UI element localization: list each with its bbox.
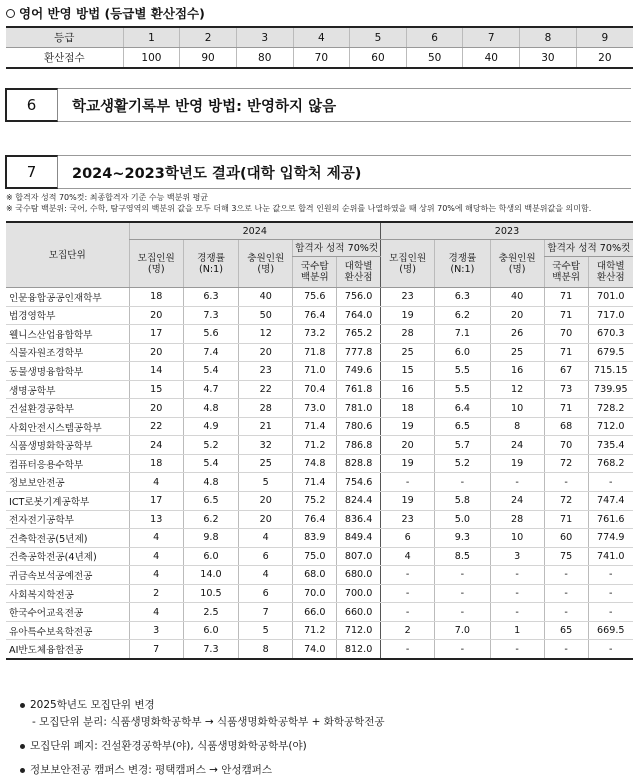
table-row [6, 288, 633, 307]
table-row [6, 492, 633, 511]
value-cell: 5 [239, 473, 293, 492]
value-cell: 4 [129, 529, 183, 548]
unit-name-cell: 한국수어교육전공 [6, 603, 129, 622]
value-cell: 12 [490, 380, 544, 399]
table-row [6, 436, 633, 455]
value-cell: 8 [490, 417, 544, 436]
value-cell: 75.2 [293, 492, 337, 511]
value-cell: 73 [544, 380, 588, 399]
unit-name-cell: 식물자원조경학부 [6, 343, 129, 362]
score-cell: 80 [236, 48, 293, 69]
footnote-1-sub: - 모집단위 분리: 식품생명화학공학부 → 식품생명화학공학부 + 화학공학전공 [32, 716, 385, 728]
unit-name-cell: 생명공학부 [6, 380, 129, 399]
value-cell: 70 [544, 436, 588, 455]
header-conv-2023: 대학별 환산점 [588, 257, 633, 288]
value-cell: 13 [129, 510, 183, 529]
value-cell: - [544, 603, 588, 622]
header-unit: 모집단위 [6, 222, 129, 288]
value-cell: 71.4 [293, 473, 337, 492]
value-cell: 670.3 [588, 325, 633, 344]
header-cut-2023: 합격자 성적 70%컷 [544, 240, 633, 257]
value-cell: 712.0 [337, 621, 381, 640]
value-cell: 72 [544, 454, 588, 473]
table-row [6, 343, 633, 362]
value-cell: - [381, 640, 435, 659]
value-cell: 8 [239, 640, 293, 659]
value-cell: 6 [381, 529, 435, 548]
bullet-icon [20, 744, 25, 749]
value-cell: 717.0 [588, 306, 633, 325]
value-cell: 761.8 [337, 380, 381, 399]
value-cell: 23 [381, 510, 435, 529]
value-cell: - [381, 473, 435, 492]
value-cell: 10.5 [183, 584, 238, 603]
unit-name-cell: 인문융합공공인재학부 [6, 288, 129, 307]
value-cell: 14.0 [183, 566, 238, 585]
value-cell: - [544, 566, 588, 585]
value-cell: 6.3 [183, 288, 238, 307]
grade-cell: 6 [406, 27, 463, 48]
table-row [6, 417, 633, 436]
value-cell: 5.8 [435, 492, 490, 511]
grade-cell: 4 [293, 27, 350, 48]
table-row [6, 584, 633, 603]
value-cell: - [381, 584, 435, 603]
value-cell: 5.0 [435, 510, 490, 529]
value-cell: 20 [490, 306, 544, 325]
value-cell: 18 [129, 454, 183, 473]
score-cell: 60 [350, 48, 407, 69]
value-cell: 781.0 [337, 399, 381, 418]
value-cell: 50 [239, 306, 293, 325]
value-cell: 5.5 [435, 380, 490, 399]
header-ratio-2023: 경쟁률 (N:1) [435, 240, 490, 288]
section-7-number: 7 [6, 155, 58, 189]
value-cell: - [490, 473, 544, 492]
unit-name-cell: AI반도체융합전공 [6, 640, 129, 659]
unit-name-cell: 건축학전공(5년제) [6, 529, 129, 548]
value-cell: 7 [239, 603, 293, 622]
value-cell: 15 [381, 362, 435, 381]
value-cell: 715.15 [588, 362, 633, 381]
section-6-number: 6 [6, 88, 58, 122]
value-cell: 747.4 [588, 492, 633, 511]
unit-name-cell: 사회복지학전공 [6, 584, 129, 603]
value-cell: 71.4 [293, 417, 337, 436]
header-year-2023: 2023 [381, 222, 634, 240]
value-cell: 7.4 [183, 343, 238, 362]
value-cell: 4 [129, 547, 183, 566]
table-row [6, 566, 633, 585]
value-cell: 26 [490, 325, 544, 344]
value-cell: - [435, 640, 490, 659]
unit-name-cell: 법경영학부 [6, 306, 129, 325]
value-cell: 15 [129, 380, 183, 399]
value-cell: 19 [381, 417, 435, 436]
value-cell: 19 [381, 306, 435, 325]
value-cell: 71.0 [293, 362, 337, 381]
score-cell: 20 [576, 48, 633, 69]
unit-name-cell: 건설환경공학부 [6, 399, 129, 418]
unit-name-cell: 유아특수보육학전공 [6, 621, 129, 640]
value-cell: 14 [129, 362, 183, 381]
value-cell: 8.5 [435, 547, 490, 566]
unit-name-cell: 동물생명융합학부 [6, 362, 129, 381]
value-cell: 3 [129, 621, 183, 640]
value-cell: 6.2 [435, 306, 490, 325]
value-cell: 5 [239, 621, 293, 640]
section-title [6, 4, 205, 22]
value-cell: 4.7 [183, 380, 238, 399]
value-cell: - [588, 603, 633, 622]
value-cell: 24 [490, 436, 544, 455]
unit-name-cell: 건축공학전공(4년제) [6, 547, 129, 566]
value-cell: 40 [239, 288, 293, 307]
header-ratio-2024: 경쟁률 (N:1) [183, 240, 238, 288]
value-cell: 16 [490, 362, 544, 381]
value-cell: 40 [490, 288, 544, 307]
value-cell: 74.8 [293, 454, 337, 473]
unit-name-cell: 웰니스산업융합학부 [6, 325, 129, 344]
value-cell: 71 [544, 288, 588, 307]
unit-name-cell: 사회안전시스템공학부 [6, 417, 129, 436]
grade-row-label: 환산점수 [6, 48, 123, 69]
unit-name-cell: 식품생명화학공학부 [6, 436, 129, 455]
section-6-text: 학교생활기록부 반영 방법: 반영하지 않음 [58, 88, 631, 122]
value-cell: 6.0 [183, 621, 238, 640]
table-row [6, 380, 633, 399]
value-cell: 68 [544, 417, 588, 436]
value-cell: 67 [544, 362, 588, 381]
circle-icon [6, 9, 15, 18]
notes [6, 192, 591, 214]
value-cell: 836.4 [337, 510, 381, 529]
value-cell: 849.4 [337, 529, 381, 548]
value-cell: 4 [129, 473, 183, 492]
value-cell: 17 [129, 492, 183, 511]
value-cell: 6 [239, 584, 293, 603]
value-cell: 20 [129, 399, 183, 418]
value-cell: - [490, 566, 544, 585]
value-cell: - [544, 640, 588, 659]
value-cell: 18 [129, 288, 183, 307]
score-cell: 70 [293, 48, 350, 69]
value-cell: 669.5 [588, 621, 633, 640]
value-cell: 786.8 [337, 436, 381, 455]
value-cell: 6.3 [435, 288, 490, 307]
value-cell: 2 [381, 621, 435, 640]
value-cell: 761.6 [588, 510, 633, 529]
value-cell: 7.0 [435, 621, 490, 640]
footnote-3: 정보보안전공 캠퍼스 변경: 평택캠퍼스 → 안성캠퍼스 [20, 762, 272, 777]
value-cell: 71.2 [293, 436, 337, 455]
value-cell: - [544, 584, 588, 603]
value-cell: 65 [544, 621, 588, 640]
value-cell: - [490, 603, 544, 622]
header-recruit-2023: 모집인원 (명) [381, 240, 435, 288]
value-cell: 21 [239, 417, 293, 436]
value-cell: 660.0 [337, 603, 381, 622]
value-cell: 4.9 [183, 417, 238, 436]
value-cell: 712.0 [588, 417, 633, 436]
value-cell: 20 [239, 343, 293, 362]
value-cell: - [381, 566, 435, 585]
bullet-icon [20, 768, 25, 773]
value-cell: 25 [490, 343, 544, 362]
header-recruit-2024: 모집인원 (명) [129, 240, 183, 288]
value-cell: 9.8 [183, 529, 238, 548]
value-cell: 6.5 [435, 417, 490, 436]
grade-cell: 3 [236, 27, 293, 48]
value-cell: 60 [544, 529, 588, 548]
value-cell: - [435, 473, 490, 492]
value-cell: 20 [239, 510, 293, 529]
value-cell: 739.95 [588, 380, 633, 399]
unit-name-cell: 귀금속보석공예전공 [6, 566, 129, 585]
value-cell: 4.8 [183, 399, 238, 418]
table-row [6, 399, 633, 418]
value-cell: 728.2 [588, 399, 633, 418]
value-cell: 6.0 [183, 547, 238, 566]
value-cell: - [435, 603, 490, 622]
table-row [6, 306, 633, 325]
value-cell: 70.4 [293, 380, 337, 399]
score-cell: 50 [406, 48, 463, 69]
value-cell: 5.2 [183, 436, 238, 455]
value-cell: 76.4 [293, 510, 337, 529]
value-cell: 19 [381, 492, 435, 511]
table-row [6, 529, 633, 548]
value-cell: 74.0 [293, 640, 337, 659]
section-6-banner [6, 88, 631, 122]
value-cell: 20 [129, 306, 183, 325]
value-cell: 10 [490, 529, 544, 548]
value-cell: 19 [490, 454, 544, 473]
value-cell: 19 [381, 454, 435, 473]
value-cell: 5.7 [435, 436, 490, 455]
value-cell: 25 [381, 343, 435, 362]
value-cell: 16 [381, 380, 435, 399]
value-cell: 10 [490, 399, 544, 418]
value-cell: - [435, 584, 490, 603]
value-cell: 768.2 [588, 454, 633, 473]
value-cell: 75.6 [293, 288, 337, 307]
results-table [6, 221, 633, 660]
value-cell: - [381, 603, 435, 622]
value-cell: - [588, 640, 633, 659]
value-cell: 4 [129, 603, 183, 622]
value-cell: 764.0 [337, 306, 381, 325]
value-cell: 824.4 [337, 492, 381, 511]
value-cell: 749.6 [337, 362, 381, 381]
value-cell: 7.1 [435, 325, 490, 344]
value-cell: 71 [544, 306, 588, 325]
table-row [6, 362, 633, 381]
value-cell: 2 [129, 584, 183, 603]
value-cell: 23 [381, 288, 435, 307]
section-7-text: 2024~2023학년도 결과(대학 입학처 제공) [58, 155, 631, 189]
note-2: ※ 국수탐 백분위: 국어, 수학, 탐구영역의 백분위 값을 모두 더해 3으로 나눈 값으로 합격 인원의 순위를 나열하였을 때 상위 70%에 해당하는 학생의 백분위값을 의미함. [6, 204, 592, 213]
value-cell: 73.0 [293, 399, 337, 418]
unit-name-cell: ICT로봇기계공학부 [6, 492, 129, 511]
value-cell: 28 [490, 510, 544, 529]
value-cell: - [588, 584, 633, 603]
grade-cell: 5 [350, 27, 407, 48]
value-cell: 6.4 [435, 399, 490, 418]
value-cell: 6.2 [183, 510, 238, 529]
value-cell: 28 [381, 325, 435, 344]
value-cell: 679.5 [588, 343, 633, 362]
value-cell: 75.0 [293, 547, 337, 566]
value-cell: 701.0 [588, 288, 633, 307]
value-cell: 12 [239, 325, 293, 344]
value-cell: - [435, 566, 490, 585]
value-cell: 4 [239, 566, 293, 585]
header-pct-2023: 국수탐 백분위 [544, 257, 588, 288]
header-filled-2024: 충원인원 (명) [239, 240, 293, 288]
value-cell: - [490, 640, 544, 659]
footnote-2: 모집단위 폐지: 건설환경공학부(야), 식품생명화학공학부(야) [20, 738, 307, 753]
header-conv-2024: 대학별 환산점 [337, 257, 381, 288]
grade-cell: 2 [180, 27, 237, 48]
value-cell: 32 [239, 436, 293, 455]
value-cell: 765.2 [337, 325, 381, 344]
value-cell: 1 [490, 621, 544, 640]
grade-score-table [6, 26, 633, 69]
score-cell: 40 [463, 48, 520, 69]
value-cell: 812.0 [337, 640, 381, 659]
value-cell: 9.3 [435, 529, 490, 548]
value-cell: 2.5 [183, 603, 238, 622]
value-cell: 24 [490, 492, 544, 511]
value-cell: 71.8 [293, 343, 337, 362]
value-cell: 756.0 [337, 288, 381, 307]
header-pct-2024: 국수탐 백분위 [293, 257, 337, 288]
value-cell: 4 [239, 529, 293, 548]
value-cell: 735.4 [588, 436, 633, 455]
value-cell: 71 [544, 399, 588, 418]
value-cell: 777.8 [337, 343, 381, 362]
unit-name-cell: 컴퓨터응용수학부 [6, 454, 129, 473]
value-cell: - [544, 473, 588, 492]
value-cell: 4 [381, 547, 435, 566]
value-cell: 700.0 [337, 584, 381, 603]
value-cell: 5.6 [183, 325, 238, 344]
value-cell: 17 [129, 325, 183, 344]
value-cell: - [588, 473, 633, 492]
value-cell: 73.2 [293, 325, 337, 344]
value-cell: 828.8 [337, 454, 381, 473]
grade-cell: 8 [520, 27, 577, 48]
value-cell: 5.4 [183, 362, 238, 381]
value-cell: 6.5 [183, 492, 238, 511]
value-cell: 75 [544, 547, 588, 566]
table-row [6, 454, 633, 473]
score-cell: 30 [520, 48, 577, 69]
value-cell: 83.9 [293, 529, 337, 548]
header-year-2024: 2024 [129, 222, 380, 240]
value-cell: 22 [239, 380, 293, 399]
table-row [6, 640, 633, 659]
grade-header-label: 등급 [6, 27, 123, 48]
grade-cell: 9 [576, 27, 633, 48]
value-cell: 7.3 [183, 306, 238, 325]
value-cell: 6.0 [435, 343, 490, 362]
header-filled-2023: 충원인원 (명) [490, 240, 544, 288]
grade-cell: 1 [123, 27, 180, 48]
value-cell: 780.6 [337, 417, 381, 436]
score-cell: 90 [180, 48, 237, 69]
value-cell: - [588, 566, 633, 585]
value-cell: 5.5 [435, 362, 490, 381]
table-row [6, 547, 633, 566]
value-cell: 807.0 [337, 547, 381, 566]
table-row [6, 325, 633, 344]
value-cell: 741.0 [588, 547, 633, 566]
value-cell: 20 [129, 343, 183, 362]
value-cell: 70.0 [293, 584, 337, 603]
table-row [6, 621, 633, 640]
value-cell: 5.2 [435, 454, 490, 473]
value-cell: 4 [129, 566, 183, 585]
note-1: ※ 합격자 성적 70%컷: 최종합격자 기준 수능 백분위 평균 [6, 193, 209, 202]
value-cell: 7.3 [183, 640, 238, 659]
table-row [6, 603, 633, 622]
value-cell: - [490, 584, 544, 603]
value-cell: 23 [239, 362, 293, 381]
value-cell: 4.8 [183, 473, 238, 492]
value-cell: 7 [129, 640, 183, 659]
value-cell: 70 [544, 325, 588, 344]
unit-name-cell: 전자전기공학부 [6, 510, 129, 529]
value-cell: 754.6 [337, 473, 381, 492]
value-cell: 71 [544, 343, 588, 362]
value-cell: 20 [381, 436, 435, 455]
value-cell: 71.2 [293, 621, 337, 640]
value-cell: 25 [239, 454, 293, 473]
value-cell: 71 [544, 510, 588, 529]
value-cell: 68.0 [293, 566, 337, 585]
footnote-1: 2025학년도 모집단위 변경 [20, 697, 155, 712]
table-row [6, 473, 633, 492]
value-cell: 774.9 [588, 529, 633, 548]
value-cell: 18 [381, 399, 435, 418]
value-cell: 20 [239, 492, 293, 511]
section-title-text: 영어 반영 방법 (등급별 환산점수) [19, 6, 205, 21]
bullet-icon [20, 703, 25, 708]
value-cell: 28 [239, 399, 293, 418]
grade-cell: 7 [463, 27, 520, 48]
header-cut-2024: 합격자 성적 70%컷 [293, 240, 381, 257]
section-7-banner [6, 155, 631, 189]
value-cell: 3 [490, 547, 544, 566]
score-cell: 100 [123, 48, 180, 69]
value-cell: 72 [544, 492, 588, 511]
value-cell: 22 [129, 417, 183, 436]
value-cell: 66.0 [293, 603, 337, 622]
table-row [6, 510, 633, 529]
value-cell: 6 [239, 547, 293, 566]
value-cell: 24 [129, 436, 183, 455]
unit-name-cell: 정보보안전공 [6, 473, 129, 492]
value-cell: 5.4 [183, 454, 238, 473]
value-cell: 680.0 [337, 566, 381, 585]
value-cell: 76.4 [293, 306, 337, 325]
